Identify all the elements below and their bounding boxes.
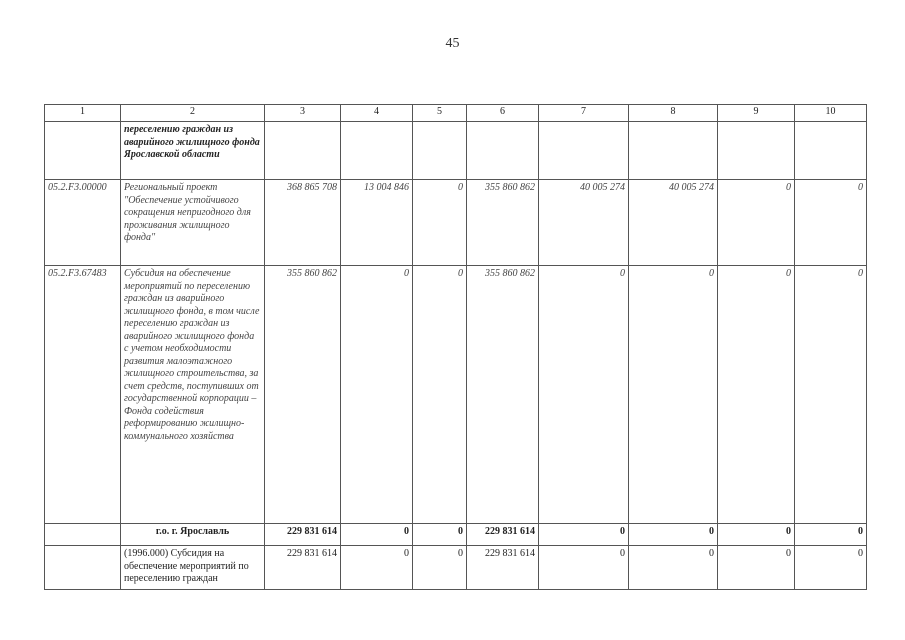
column-header: 4 bbox=[341, 105, 413, 122]
row-value: 0 bbox=[413, 524, 467, 546]
header-row bbox=[45, 105, 867, 122]
row-value: 0 bbox=[413, 180, 467, 266]
row-value: 0 bbox=[718, 266, 795, 524]
table-row bbox=[45, 122, 867, 180]
row-value: 0 bbox=[718, 180, 795, 266]
row-value: 13 004 846 bbox=[341, 180, 413, 266]
row-code: 05.2.F3.67483 bbox=[45, 266, 121, 524]
row-value bbox=[795, 122, 867, 180]
row-value: 355 860 862 bbox=[467, 180, 539, 266]
row-value: 355 860 862 bbox=[265, 266, 341, 524]
row-code bbox=[45, 122, 121, 180]
row-value: 0 bbox=[795, 266, 867, 524]
row-value: 0 bbox=[413, 266, 467, 524]
column-header: 9 bbox=[718, 105, 795, 122]
table-row bbox=[45, 180, 867, 266]
row-value: 0 bbox=[795, 524, 867, 546]
row-value: 0 bbox=[341, 546, 413, 590]
row-value: 0 bbox=[718, 524, 795, 546]
row-value bbox=[467, 122, 539, 180]
row-value: 0 bbox=[629, 546, 718, 590]
row-value bbox=[413, 122, 467, 180]
column-header: 6 bbox=[467, 105, 539, 122]
column-header: 5 bbox=[413, 105, 467, 122]
row-name: г.о. г. Ярославль bbox=[121, 524, 265, 546]
row-value: 355 860 862 bbox=[467, 266, 539, 524]
row-value: 229 831 614 bbox=[467, 524, 539, 546]
row-name: переселению граждан из аварийного жилищного фонда Ярославской области bbox=[121, 122, 265, 180]
row-value: 0 bbox=[539, 266, 629, 524]
row-value: 0 bbox=[795, 546, 867, 590]
row-code: 05.2.F3.00000 bbox=[45, 180, 121, 266]
row-value bbox=[539, 122, 629, 180]
row-value: 0 bbox=[341, 266, 413, 524]
row-value bbox=[341, 122, 413, 180]
row-value: 40 005 274 bbox=[539, 180, 629, 266]
row-value: 0 bbox=[539, 546, 629, 590]
row-value: 229 831 614 bbox=[265, 524, 341, 546]
column-header: 7 bbox=[539, 105, 629, 122]
row-value: 40 005 274 bbox=[629, 180, 718, 266]
row-value: 0 bbox=[795, 180, 867, 266]
table-row bbox=[45, 266, 867, 524]
row-name: Субсидия на обеспечение мероприятий по переселению граждан из аварийного жилищного фонда, в том числе переселению граждан из аварийного жилищного фонда с учетом необходимости развития малоэтажного жилищного строительства, за счет средств, поступивших от государственной корпорации – Фонда содействия реформированию жилищно-коммунального хозяйства bbox=[121, 266, 265, 524]
row-value bbox=[265, 122, 341, 180]
row-value bbox=[718, 122, 795, 180]
row-value bbox=[629, 122, 718, 180]
row-value: 0 bbox=[718, 546, 795, 590]
page-number: 45 bbox=[445, 36, 460, 51]
row-value: 368 865 708 bbox=[265, 180, 341, 266]
row-value: 0 bbox=[629, 266, 718, 524]
row-code bbox=[45, 524, 121, 546]
column-header: 8 bbox=[629, 105, 718, 122]
column-header: 2 bbox=[121, 105, 265, 122]
row-value: 229 831 614 bbox=[265, 546, 341, 590]
row-name: Региональный проект "Обеспечение устойчивого сокращения непригодного для проживания жилищного фонда" bbox=[121, 180, 265, 266]
row-value: 0 bbox=[539, 524, 629, 546]
row-value: 0 bbox=[629, 524, 718, 546]
column-header: 3 bbox=[265, 105, 341, 122]
column-header: 10 bbox=[795, 105, 867, 122]
row-name: (1996.000) Субсидия на обеспечение мероприятий по переселению граждан bbox=[121, 546, 265, 590]
table-row bbox=[45, 524, 867, 546]
row-value: 0 bbox=[413, 546, 467, 590]
row-code bbox=[45, 546, 121, 590]
column-header: 1 bbox=[45, 105, 121, 122]
row-value: 229 831 614 bbox=[467, 546, 539, 590]
table-row bbox=[45, 546, 867, 590]
row-value: 0 bbox=[341, 524, 413, 546]
budget-table bbox=[44, 104, 867, 590]
